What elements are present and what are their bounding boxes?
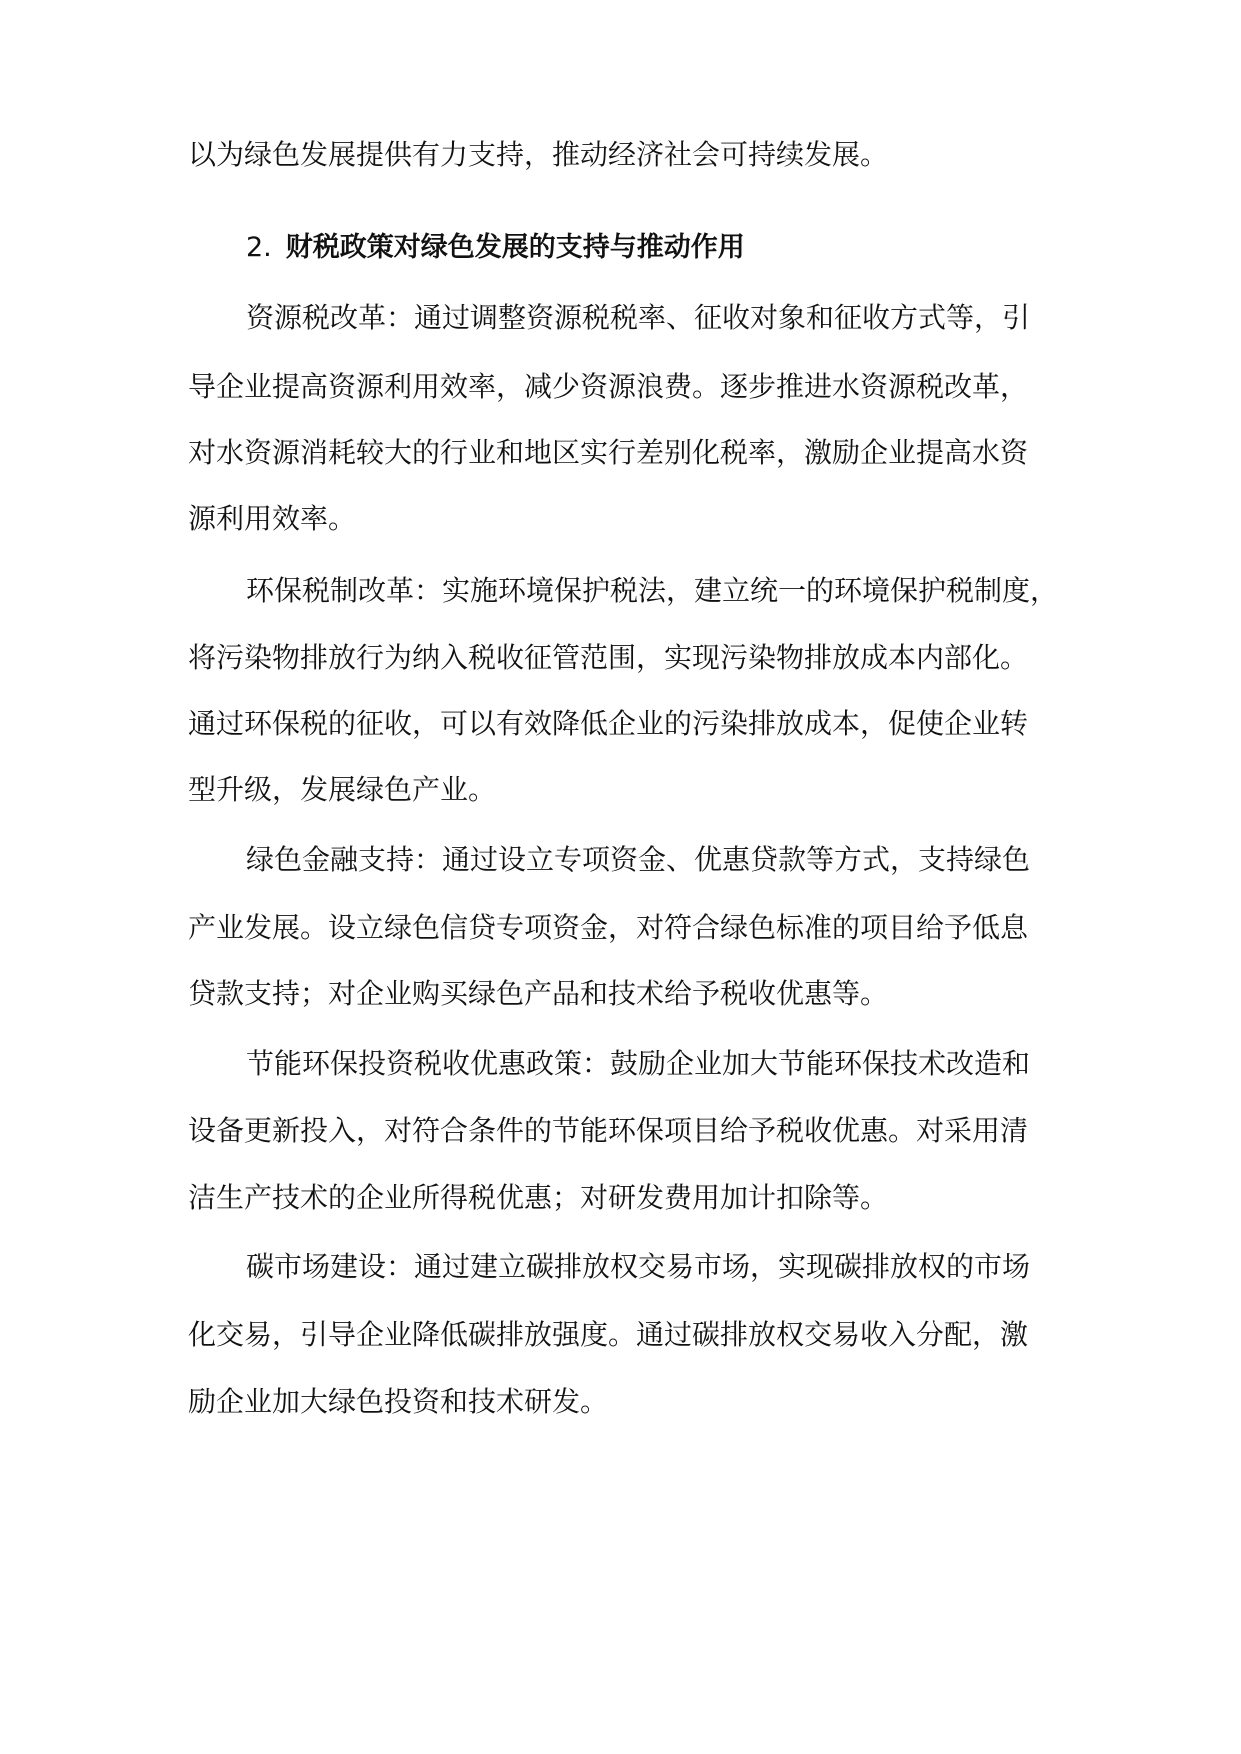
paragraph-line: 设备更新投入，对符合条件的节能环保项目给予税收优惠。对采用清 bbox=[188, 1114, 1029, 1147]
paragraph-line: 型升级，发展绿色产业。 bbox=[188, 773, 497, 806]
paragraph-line: 通过环保税的征收，可以有效降低企业的污染排放成本，促使企业转 bbox=[188, 707, 1029, 740]
paragraph-line: 碳市场建设：通过建立碳排放权交易市场，实现碳排放权的市场 bbox=[246, 1250, 1031, 1283]
paragraph-line: 节能环保投资税收优惠政策：鼓励企业加大节能环保技术改造和 bbox=[246, 1047, 1031, 1080]
paragraph-line: 产业发展。设立绿色信贷专项资金，对符合绿色标准的项目给予低息 bbox=[188, 911, 1029, 944]
paragraph-line: 对水资源消耗较大的行业和地区实行差别化税率，激励企业提高水资 bbox=[188, 436, 1029, 469]
section-heading bbox=[246, 230, 1066, 266]
intro-line: 以为绿色发展提供有力支持，推动经济社会可持续发展。 bbox=[188, 138, 889, 171]
paragraph-line: 环保税制改革：实施环境保护税法，建立统一的环境保护税制度， bbox=[246, 574, 1059, 607]
section-number: 2. bbox=[246, 232, 272, 263]
paragraph-line: 源利用效率。 bbox=[188, 502, 357, 535]
paragraph-line: 资源税改革：通过调整资源税税率、征收对象和征收方式等，引 bbox=[246, 301, 1031, 334]
paragraph-line: 贷款支持；对企业购买绿色产品和技术给予税收优惠等。 bbox=[188, 977, 889, 1010]
section-title: 财税政策对绿色发展的支持与推动作用 bbox=[285, 232, 745, 263]
paragraph-line: 励企业加大绿色投资和技术研发。 bbox=[188, 1385, 609, 1418]
paragraph-line: 洁生产技术的企业所得税优惠；对研发费用加计扣除等。 bbox=[188, 1181, 889, 1214]
paragraph-line: 绿色金融支持：通过设立专项资金、优惠贷款等方式，支持绿色 bbox=[246, 843, 1031, 876]
paragraph-line: 化交易，引导企业降低碳排放强度。通过碳排放权交易收入分配，激 bbox=[188, 1318, 1029, 1351]
paragraph-line: 将污染物排放行为纳入税收征管范围，实现污染物排放成本内部化。 bbox=[188, 641, 1029, 674]
paragraph-line: 导企业提高资源利用效率，减少资源浪费。逐步推进水资源税改革， bbox=[188, 370, 1029, 403]
